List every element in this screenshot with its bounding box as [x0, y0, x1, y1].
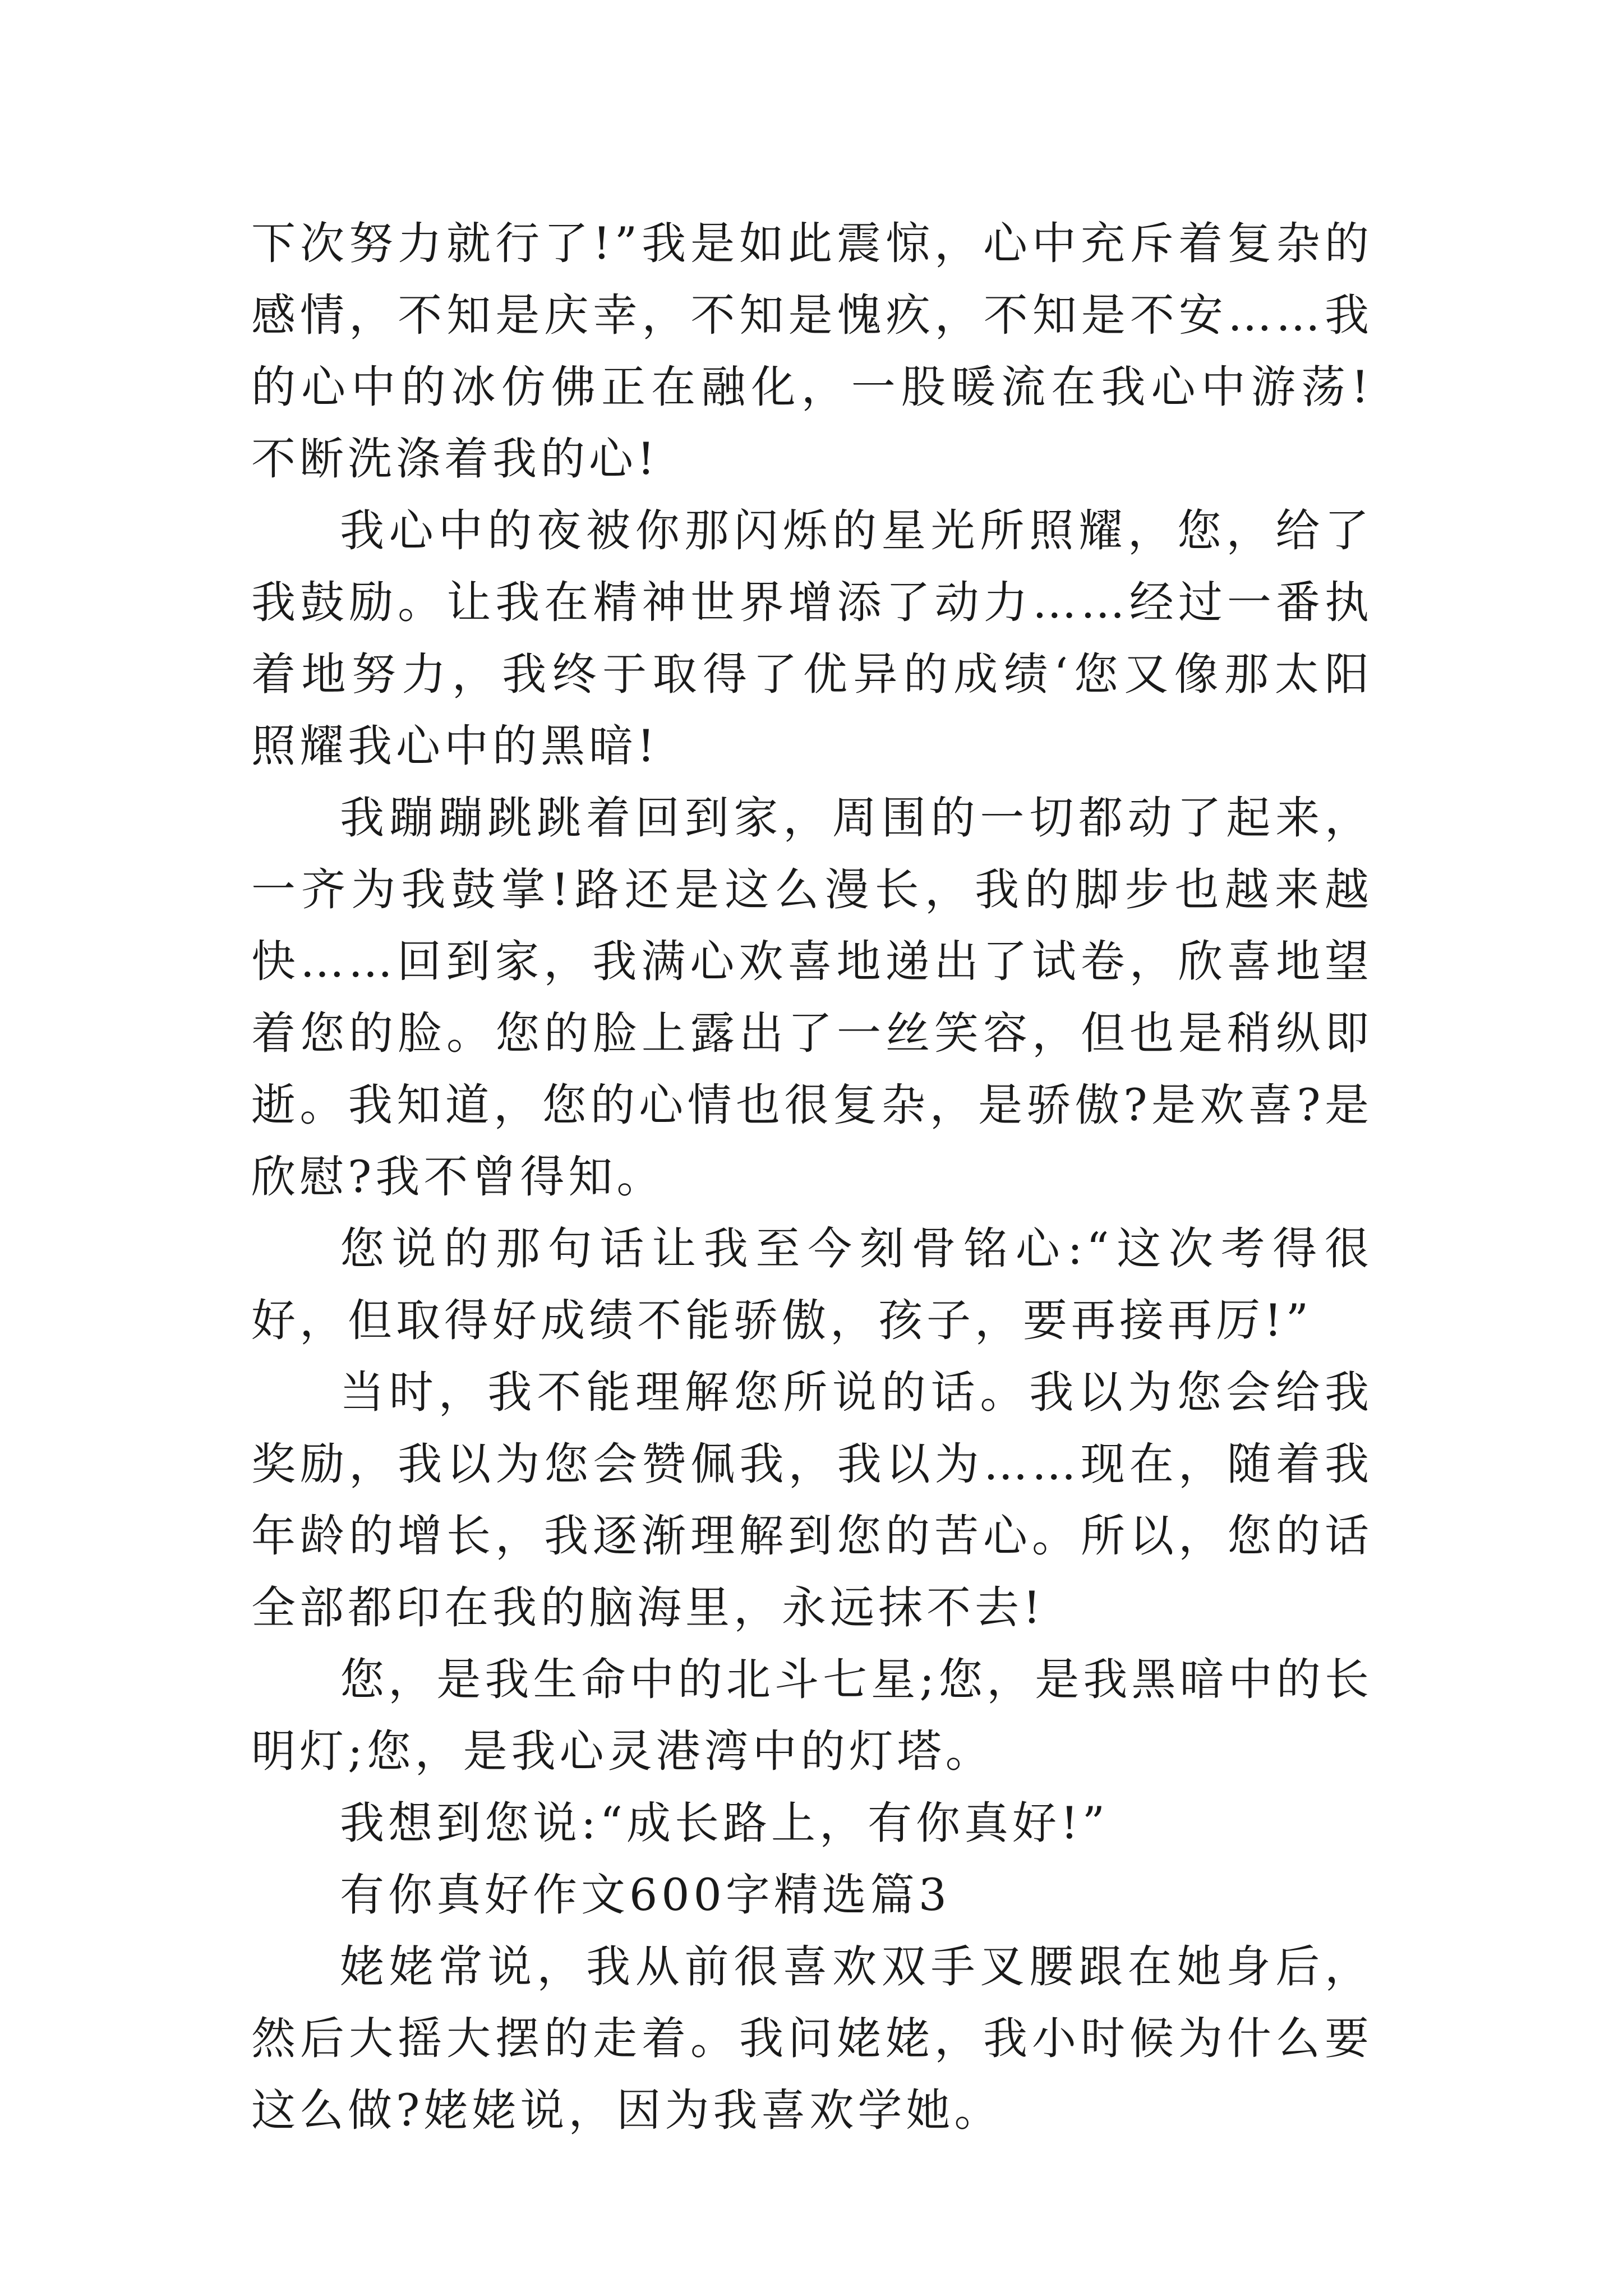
paragraph-6: 您，是我生命中的北斗七星;您，是我黑暗中的长明灯;您，是我心灵港湾中的灯塔。: [251, 1654, 1373, 1777]
paragraph-5: 当时，我不能理解您所说的话。我以为您会给我奖励，我以为您会赞佩我，我以为……现在，随着我年龄的增长，我逐渐理解到您的苦心。所以，您的话全部都印在我的脑海里，永远抹不去!: [251, 1366, 1373, 1634]
paragraph-7: 我想到您说:“成长路上，有你真好!”: [340, 1797, 1109, 1849]
document-body: [251, 208, 1373, 2146]
paragraph-1: 下次努力就行了!”我是如此震惊，心中充斥着复杂的感情，不知是庆幸，不知是愧疚，不知是不安……我的心中的冰仿佛正在融化，一股暖流在我心中游荡!不断洗涤着我的心!: [251, 218, 1373, 485]
paragraph-4: 您说的那句话让我至今刻骨铭心:“这次考得很好，但取得好成绩不能骄傲，孩子，要再接再厉!”: [251, 1223, 1373, 1346]
paragraph-8: 姥姥常说，我从前很喜欢双手叉腰跟在她身后，然后大摇大摆的走着。我问姥姥，我小时候为什么要这么做?姥姥说，因为我喜欢学她。: [251, 1941, 1373, 2136]
section-heading: 有你真好作文600字精选篇3: [340, 1869, 951, 1921]
paragraph-2: 我心中的夜被你那闪烁的星光所照耀，您，给了我鼓励。让我在精神世界增添了动力……经过一番执着地努力，我终于取得了优异的成绩‘您又像那太阳照耀我心中的黑暗!: [251, 505, 1373, 772]
paragraph-3: 我蹦蹦跳跳着回到家，周围的一切都动了起来，一齐为我鼓掌!路还是这么漫长，我的脚步也越来越快……回到家，我满心欢喜地递出了试卷，欣喜地望着您的脸。您的脸上露出了一丝笑容，但也是稍纵即逝。我知道，您的心情也很复杂，是骄傲?是欢喜?是欣慰?我不曾得知。: [251, 792, 1373, 1203]
